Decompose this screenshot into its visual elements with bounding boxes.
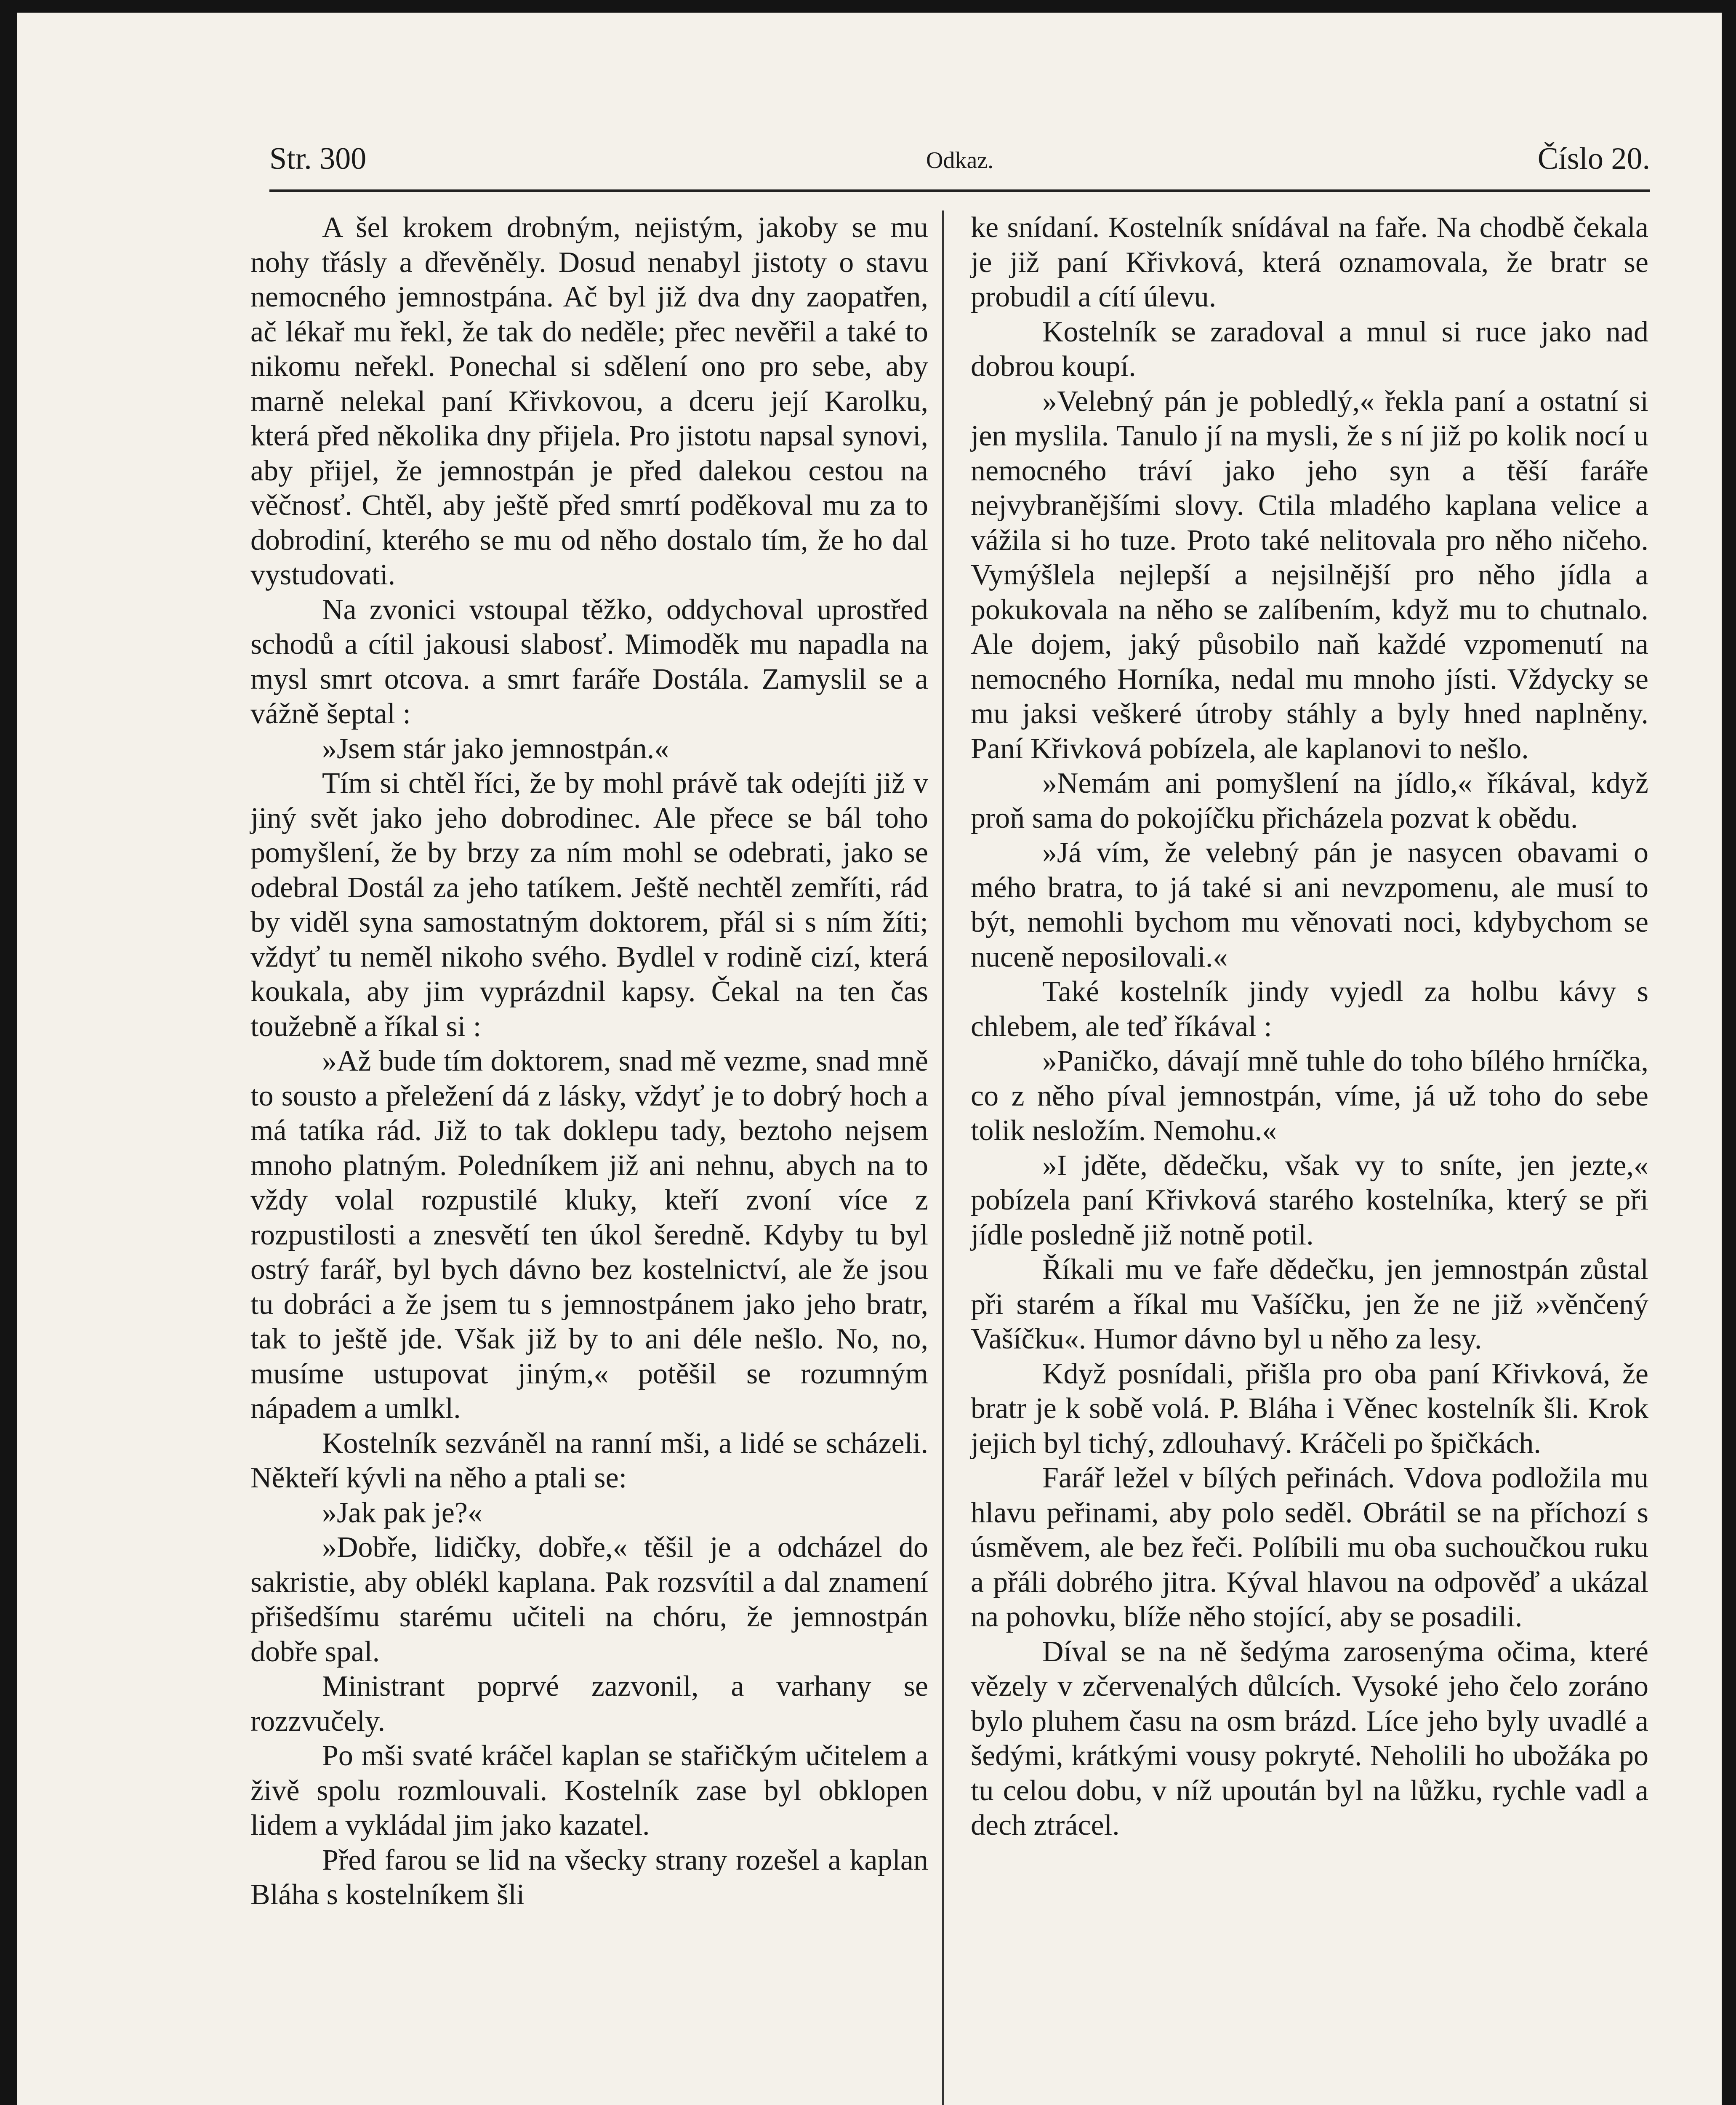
paragraph: Kostelník sezváněl na ranní mši, a lidé se scházeli. Někteří kývli na něho a ptali se: xyxy=(250,1427,928,1494)
paragraph: »Já vím, že velebný pán je nasycen obavami o mého bratra, to já také si ani nevzpomenu, ale musí to být, nemohli bychom mu věnovati noci, kdybychom se nuceně neposilovali.« xyxy=(971,837,1648,973)
paragraph: Před farou se lid na všecky strany rozešel a kaplan Bláha s kostelníkem šli xyxy=(250,1844,928,1911)
paragraph: Ministrant poprvé zazvonil, a varhany se rozzvučely. xyxy=(250,1670,928,1737)
page-header xyxy=(269,141,1650,187)
paragraph: Po mši svaté kráčel kaplan se stařičkým učitelem a živě spolu rozmlouvali. Kostelník zase byl obklopen lidem a vykládal jim jako kazatel. xyxy=(250,1740,928,1841)
paragraph: Tím si chtěl říci, že by mohl právě tak odejíti již v jiný svět jako jeho dobrodinec. Ale přece se bál toho pomyšlení, že by brzy za ním mohl se odebrati, jako se odebral Dostál za jeho tatíkem. Ještě nechtěl zemříti, rád by viděl syna samostatným doktorem, přál si s ním žíti; vždyť tu neměl nikoho svého. Bydlel v rodině cizí, která koukala, aby jim vyprázdnil kapsy. Čekal na ten čas toužebně a říkal si : xyxy=(250,767,928,1043)
page xyxy=(17,13,1722,2105)
paragraph: Na zvonici vstoupal těžko, oddychoval uprostřed schodů a cítil jakousi slabosť. Mimoděk mu napadla na mysl smrt otcova. a smrt faráře Dostála. Zamyslil se a vážně šeptal : xyxy=(250,593,928,730)
paragraph: »Nemám ani pomyšlení na jídlo,« říkával, když proň sama do pokojíčku přicházela pozvat k obědu. xyxy=(971,767,1648,834)
paragraph: Říkali mu ve faře dědečku, jen jemnostpán zůstal při starém a říkal mu Vašíčku, jen že ne již »věnčený Vašíčku«. Humor dávno byl u něho za lesy. xyxy=(971,1253,1648,1355)
running-title: Odkaz. xyxy=(926,147,994,173)
page-number: Str. 300 xyxy=(269,141,367,176)
paragraph: »Paničko, dávají mně tuhle do toho bílého hrníčka, co z něho píval jemnostpán, víme, já už toho do sebe tolik nesložím. Nemohu.« xyxy=(971,1045,1648,1147)
paragraph: Také kostelník jindy vyjedl za holbu kávy s chlebem, ale teď říkával : xyxy=(971,975,1648,1043)
paragraph: Když posnídali, přišla pro oba paní Křivková, že bratr je k sobě volá. P. Bláha i Věnec kostelník šli. Krok jejich byl tichý, zdlouhavý. Kráčeli po špičkách. xyxy=(971,1357,1648,1460)
paragraph: Kostelník se zaradoval a mnul si ruce jako nad dobrou koupí. xyxy=(971,315,1648,383)
paragraph: »Velebný pán je pobledlý,« řekla paní a ostatní si jen myslila. Tanulo jí na mysli, že s ní již po kolik nocí u nemocného tráví jako jeho syn a těší faráře nejvybranějšími slovy. Ctila mladého kaplana velice a vážila si ho tuze. Proto také nelitovala pro něho ničeho. Vymýšlela nejlepší a nejsilnější pro něho jídla a pokukovala na něho se zalíbením, když mu to chutnalo. Ale dojem, jaký působilo naň každé vzpomenutí na nemocného Horníka, nedal mu mnoho jísti. Vždycky se mu jaksi veškeré útroby stáhly a byly hned naplněny. Paní Křivková pobízela, ale kaplanovi to nešlo. xyxy=(971,385,1648,765)
paragraph: ke snídaní. Kostelník snídával na faře. Na chodbě čekala je již paní Křivková, která oznamovala, že bratr se probudil a cítí úlevu. xyxy=(971,211,1648,313)
paragraph: Farář ležel v bílých peřinách. Vdova podložila mu hlavu peřinami, aby polo seděl. Obrátil se na příchozí s úsměvem, ale bez řeči. Políbili mu oba suchoučkou ruku a přáli dobrého jitra. Kýval hlavou na odpověď a ukázal na pohovku, blíže něho stojící, aby se posadili. xyxy=(971,1462,1648,1633)
paragraph: »I jděte, dědečku, však vy to sníte, jen jezte,« pobízela paní Křivková starého kostelníka, který se při jídle posledně již notně potil. xyxy=(971,1149,1648,1251)
paragraph: »Až bude tím doktorem, snad mě vezme, snad mně to sousto a přeležení dá z lásky, vždyť je to dobrý hoch a má tatíka rád. Již to tak doklepu tady, beztoho nejsem mnoho platným. Poledníkem již ani nehnu, abych na to vždy volal rozpustilé kluky, kteří zvoní více z rozpustilosti a znesvětí ten úkol šeredně. Kdyby tu byl ostrý farář, byl bych dávno bez kostelnictví, ale že jsou tu dobráci a že jsem tu s jemnostpánem jako jeho bratr, tak to ještě jde. Však již by to ani déle nešlo. No, no, musíme ustupovat jiným,« potěšil se rozumným nápadem a umlkl. xyxy=(250,1045,928,1425)
issue-number: Číslo 20. xyxy=(1537,141,1650,176)
left-column xyxy=(250,210,928,1913)
paragraph: »Jsem stár jako jemnostpán.« xyxy=(322,732,669,765)
paragraph: »Dobře, lidičky, dobře,« těšil je a odcházel do sakristie, aby oblékl kaplana. Pak rozsvítil a dal znamení přišedšímu starému učiteli na chóru, že jemnostpán dobře spal. xyxy=(250,1531,928,1668)
paragraph: A šel krokem drobným, nejistým, jakoby se mu nohy třásly a dřevěněly. Dosud nenabyl jistoty o stavu nemocného jemnostpána. Ač byl již dva dny zaopatřen, ač lékař mu řekl, že tak do neděle; přec nevěřil a také to nikomu neřekl. Ponechal si sdělení ono pro sebe, aby marně nelekal paní Křivkovou, a dceru její Karolku, která před několika dny přijela. Pro jistotu napsal synovi, aby přijel, že jemnostpán je před dalekou cestou na věčnosť. Chtěl, aby ještě před smrtí poděkoval mu za to dobrodiní, kterého se mu od něho dostalo tím, že ho dal vystudovati. xyxy=(250,211,928,591)
header-rule xyxy=(269,189,1650,192)
paragraph: Díval se na ně šedýma zarosenýma očima, které vězely v zčervenalých důlcích. Vysoké jeho čelo zoráno bylo pluhem času na osm brázd. Líce jeho byly uvadlé a šedými, krátkými vousy pokryté. Neholili ho ubožáka po tu celou dobu, v níž upoután byl na lůžku, rychle vadl a dech ztrácel. xyxy=(971,1635,1648,1841)
right-column xyxy=(971,210,1648,1843)
column-divider xyxy=(942,210,944,2105)
paragraph: »Jak pak je?« xyxy=(322,1496,482,1529)
